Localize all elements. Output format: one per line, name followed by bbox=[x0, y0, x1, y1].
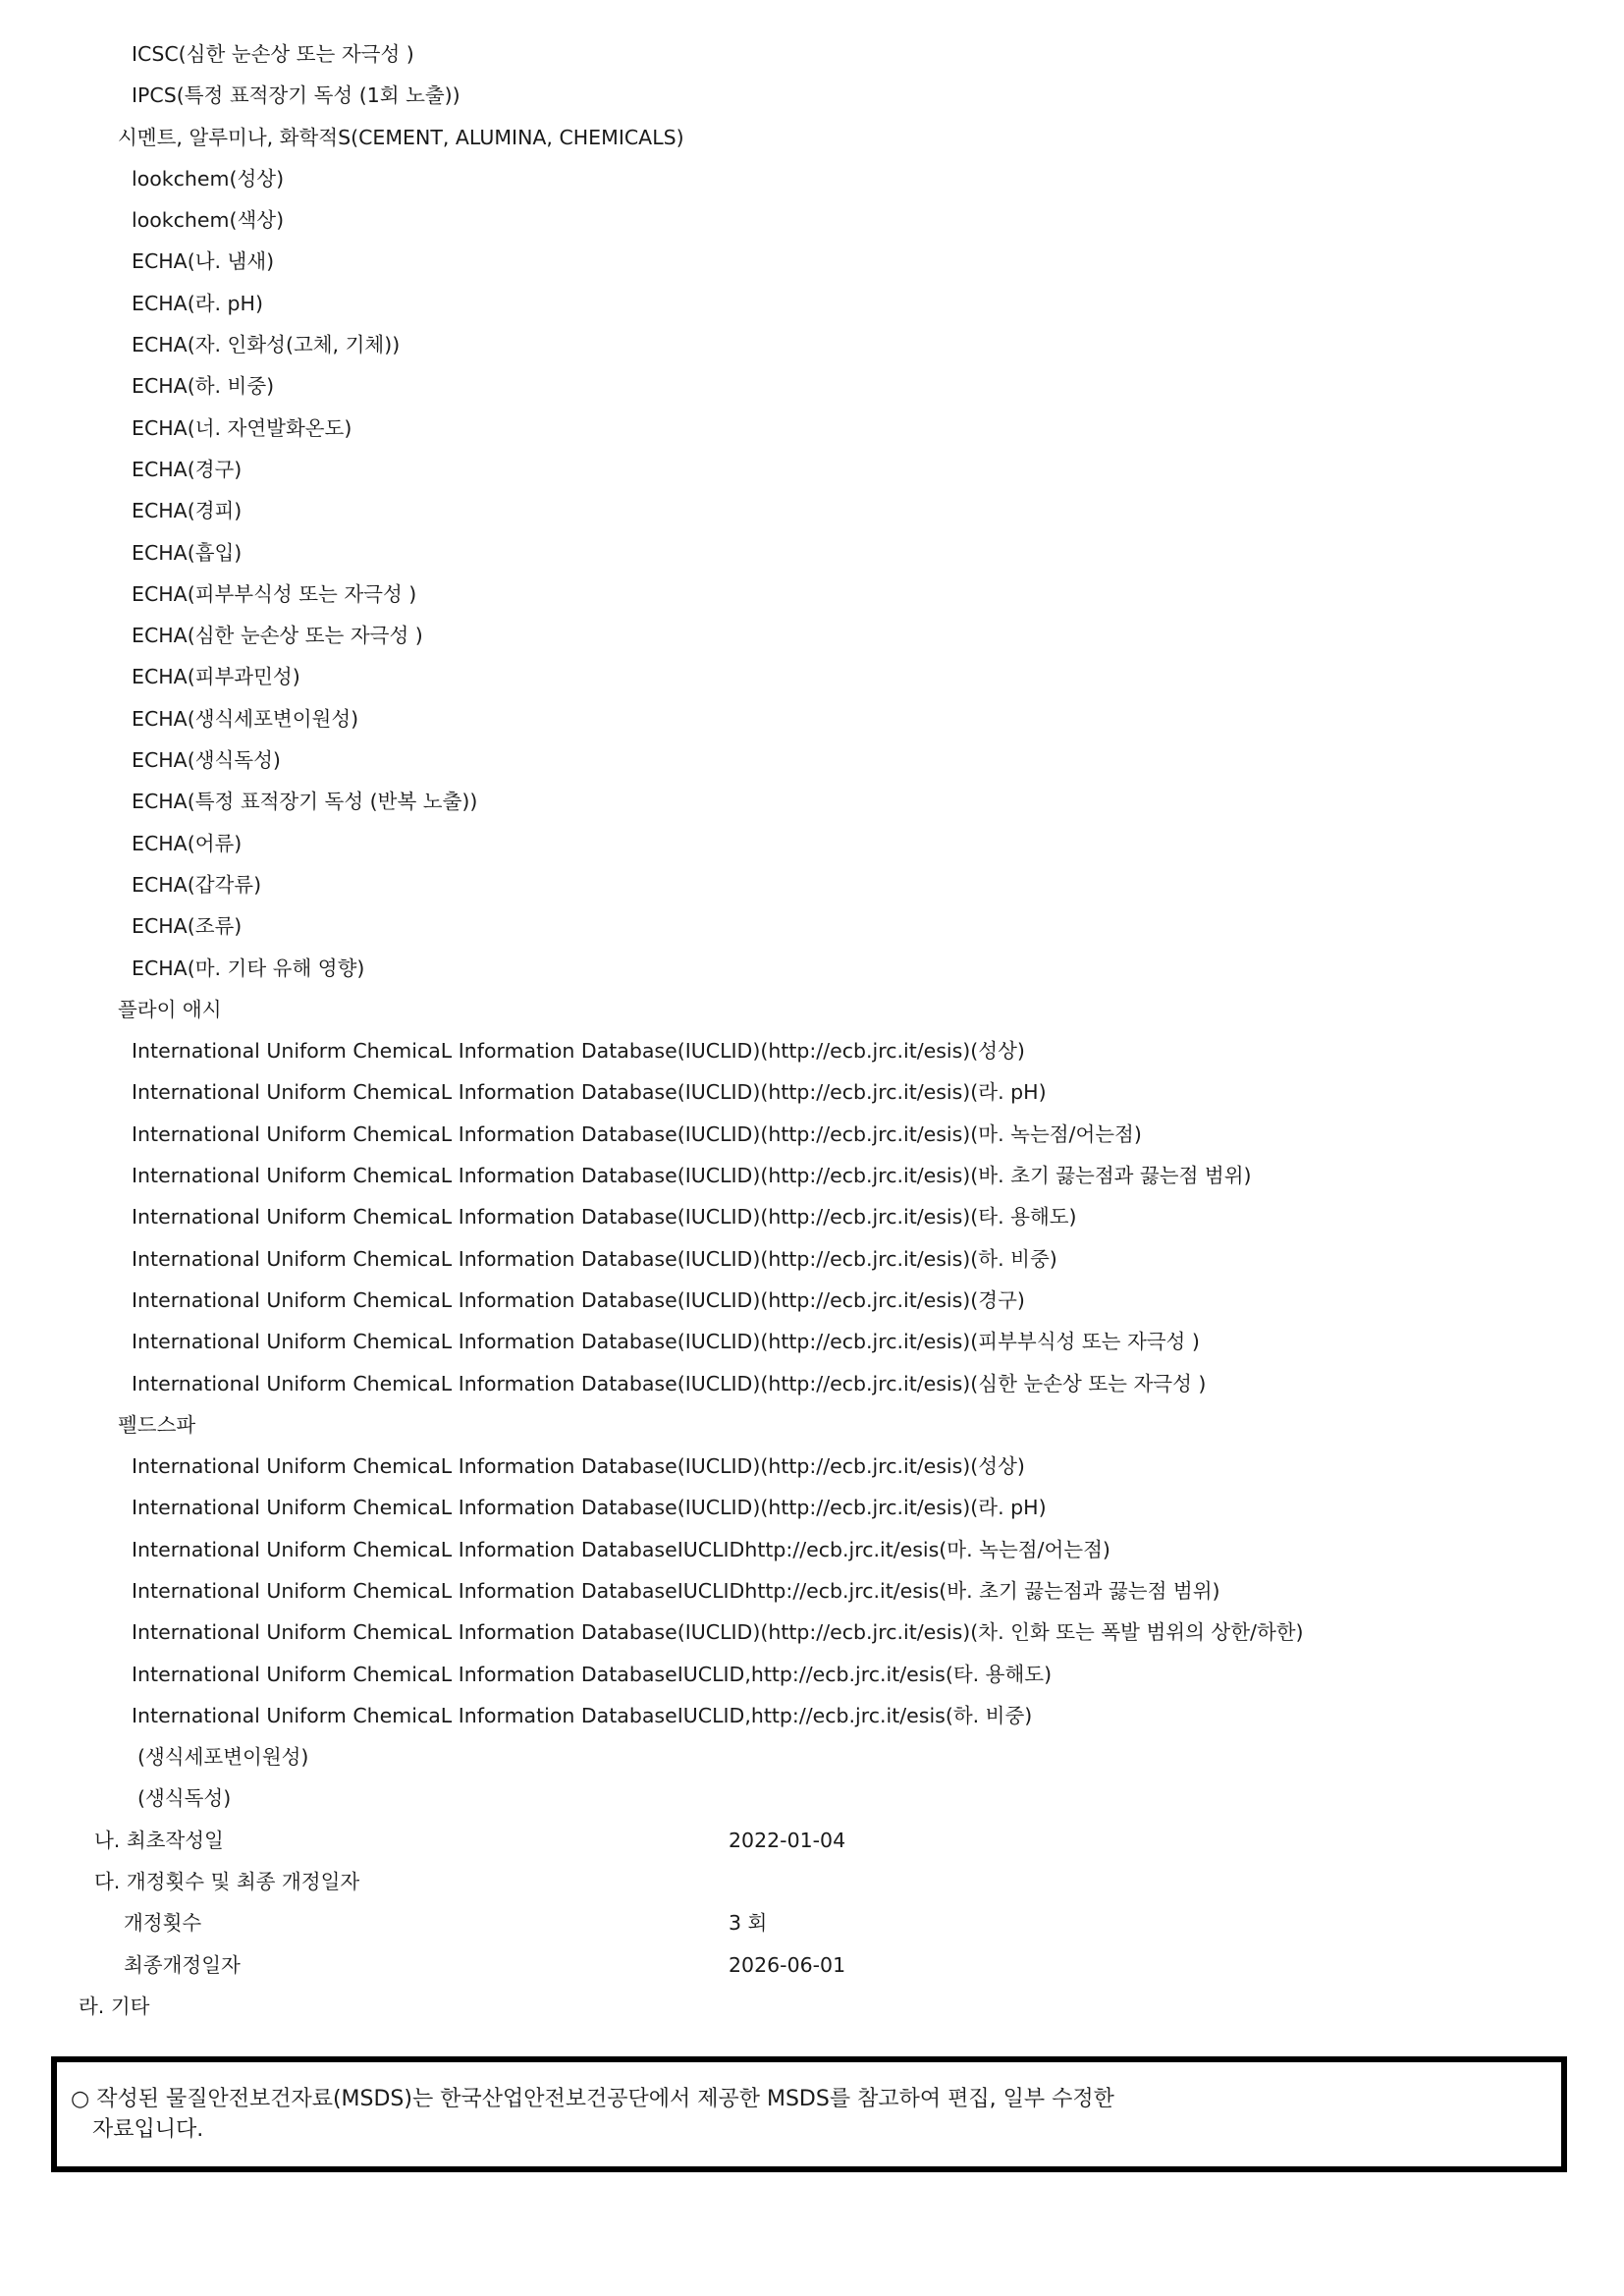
reference-item: International Uniform ChemicaL Information DatabaseIUCLIDhttp://ecb.jrc.it/esis(마. 녹는점/어는점) bbox=[132, 1537, 1110, 1561]
reference-item: International Uniform ChemicaL Information DatabaseIUCLIDhttp://ecb.jrc.it/esis(바. 초기 끓는점과 끓는점 범위) bbox=[132, 1578, 1220, 1603]
reference-item: ECHA(경피) bbox=[132, 499, 243, 523]
notice-text bbox=[71, 2084, 1114, 2145]
reference-item: ECHA(자. 인화성(고체, 기체)) bbox=[132, 333, 401, 357]
material-header-flyash: 플라이 애시 bbox=[118, 997, 222, 1021]
reference-item: International Uniform ChemicaL Information Database(IUCLID)(http://ecb.jrc.it/esis)(라. pH) bbox=[132, 1496, 1047, 1520]
material-header-cement: 시멘트, 알루미나, 화학적S(CEMENT, ALUMINA, CHEMICALS) bbox=[118, 125, 684, 149]
material-header-feldspar: 펠드스파 bbox=[118, 1412, 196, 1437]
reference-item: ECHA(피부과민성) bbox=[132, 665, 300, 689]
reference-item: ECHA(하. 비중) bbox=[132, 374, 275, 399]
reference-item: ICSC(심한 눈손상 또는 자극성 ) bbox=[132, 42, 414, 66]
reference-item: ECHA(특정 표적장기 독성 (반복 노출)) bbox=[132, 790, 478, 814]
reference-item: ECHA(마. 기타 유해 영향) bbox=[132, 956, 365, 980]
revision-header: 다. 개정횟수 및 최종 개정일자 bbox=[94, 1870, 360, 1894]
reference-item: International Uniform ChemicaL Information Database(IUCLID)(http://ecb.jrc.it/esis)(피부부식성 또는 자극성 ) bbox=[132, 1330, 1200, 1354]
msds-reference-document bbox=[0, 33, 1624, 2027]
reference-item: ECHA(피부부식성 또는 자극성 ) bbox=[132, 581, 417, 606]
reference-item: ECHA(갑각류) bbox=[132, 872, 262, 897]
reference-item: International Uniform ChemicaL Information Database(IUCLID)(http://ecb.jrc.it/esis)(차. 인화 또는 폭발 범위의 상한/하한) bbox=[132, 1620, 1304, 1645]
reference-item: International Uniform ChemicaL Information DatabaseIUCLID,http://ecb.jrc.it/esis(하. 비중) bbox=[132, 1703, 1033, 1727]
last-revised-value: 2026-06-01 bbox=[729, 1952, 846, 1977]
reference-item: ECHA(심한 눈손상 또는 자극성 ) bbox=[132, 624, 423, 648]
reference-item: lookchem(색상) bbox=[132, 208, 285, 233]
last-revised-row bbox=[0, 1944, 1624, 1986]
first-created-label: 나. 최초작성일 bbox=[94, 1828, 224, 1852]
reference-item: International Uniform ChemicaL Information DatabaseIUCLID,http://ecb.jrc.it/esis(타. 용해도) bbox=[132, 1662, 1053, 1686]
reference-item: ECHA(라. pH) bbox=[132, 291, 263, 315]
other-label: 라. 기타 bbox=[79, 1994, 150, 2018]
msds-notice-box bbox=[51, 2056, 1567, 2172]
reference-item: (생식독성) bbox=[137, 1786, 232, 1811]
revision-count-value: 3 회 bbox=[729, 1911, 768, 1936]
reference-item: International Uniform ChemicaL Information Database(IUCLID)(http://ecb.jrc.it/esis)(하. 비중) bbox=[132, 1246, 1057, 1271]
notice-line-2: 자료입니다. bbox=[92, 2117, 204, 2142]
reference-item: ECHA(생식세포변이원성) bbox=[132, 706, 359, 731]
reference-item: ECHA(흡입) bbox=[132, 540, 243, 565]
reference-item: International Uniform ChemicaL Information Database(IUCLID)(http://ecb.jrc.it/esis)(심한 눈손상 또는 자극성 ) bbox=[132, 1371, 1207, 1395]
reference-item: International Uniform ChemicaL Information Database(IUCLID)(http://ecb.jrc.it/esis)(라. pH) bbox=[132, 1080, 1047, 1105]
reference-item: ECHA(조류) bbox=[132, 914, 243, 939]
reference-item: IPCS(특정 표적장기 독성 (1회 노출)) bbox=[132, 83, 460, 108]
reference-item: ECHA(경구) bbox=[132, 457, 243, 481]
first-created-value: 2022-01-04 bbox=[729, 1828, 846, 1852]
notice-line-1: ○ 작성된 물질안전보건자료(MSDS)는 한국산업안전보건공단에서 제공한 MSDS를 참고하여 편집, 일부 수정한 bbox=[71, 2087, 1114, 2111]
first-created-row bbox=[0, 1820, 1624, 1861]
reference-item: ECHA(생식독성) bbox=[132, 748, 281, 773]
reference-item: International Uniform ChemicaL Information Database(IUCLID)(http://ecb.jrc.it/esis)(바. 초기 끓는점과 끓는점 범위) bbox=[132, 1164, 1252, 1188]
reference-item: (생식세포변이원성) bbox=[137, 1745, 309, 1770]
revision-count-row bbox=[0, 1902, 1624, 1943]
reference-item: International Uniform ChemicaL Information Database(IUCLID)(http://ecb.jrc.it/esis)(성상) bbox=[132, 1454, 1025, 1479]
reference-item: lookchem(성상) bbox=[132, 166, 285, 191]
reference-item: International Uniform ChemicaL Information Database(IUCLID)(http://ecb.jrc.it/esis)(마. 녹는점/어는점) bbox=[132, 1121, 1142, 1146]
reference-item: International Uniform ChemicaL Information Database(IUCLID)(http://ecb.jrc.it/esis)(타. 용해도) bbox=[132, 1205, 1077, 1230]
reference-item: ECHA(어류) bbox=[132, 831, 243, 855]
last-revised-label: 최종개정일자 bbox=[124, 1952, 241, 1977]
reference-item: International Uniform ChemicaL Information Database(IUCLID)(http://ecb.jrc.it/esis)(성상) bbox=[132, 1039, 1025, 1064]
revision-count-label: 개정횟수 bbox=[124, 1911, 202, 1936]
reference-item: International Uniform ChemicaL Information Database(IUCLID)(http://ecb.jrc.it/esis)(경구) bbox=[132, 1287, 1025, 1312]
reference-item: ECHA(나. 냄새) bbox=[132, 249, 275, 274]
reference-item: ECHA(너. 자연발화온도) bbox=[132, 415, 352, 440]
